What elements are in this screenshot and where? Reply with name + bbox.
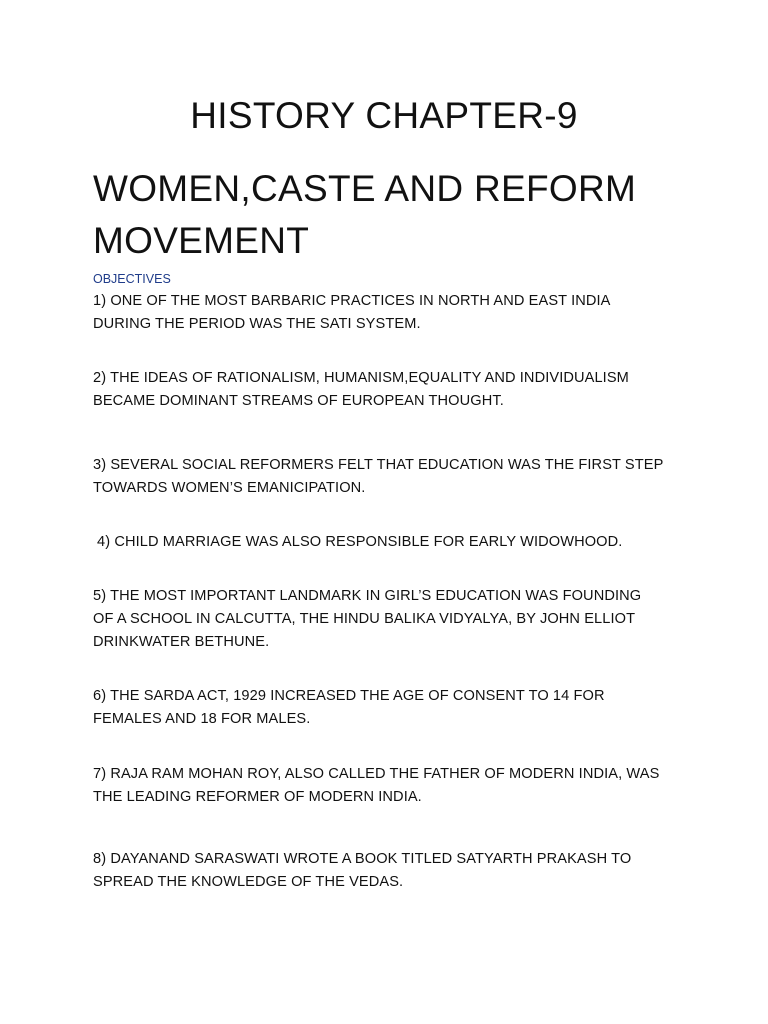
item-line: 7) RAJA RAM MOHAN ROY, ALSO CALLED THE FATHER OF MODERN INDIA, WAS <box>93 766 660 782</box>
objective-item <box>93 685 703 731</box>
item-line: 3) SEVERAL SOCIAL REFORMERS FELT THAT EDUCATION WAS THE FIRST STEP <box>93 457 664 473</box>
objective-item <box>93 367 703 413</box>
objective-item <box>93 290 703 336</box>
item-line: FEMALES AND 18 FOR MALES. <box>93 711 311 727</box>
item-line: 1) ONE OF THE MOST BARBARIC PRACTICES IN NORTH AND EAST INDIA <box>93 293 611 309</box>
item-line: TOWARDS WOMEN’S EMANICIPATION. <box>93 480 366 496</box>
item-line: DRINKWATER BETHUNE. <box>93 634 270 650</box>
item-line: 4) CHILD MARRIAGE WAS ALSO RESPONSIBLE FOR EARLY WIDOWHOOD. <box>97 534 623 550</box>
item-line: OF A SCHOOL IN CALCUTTA, THE HINDU BALIKA VIDYALYA, BY JOHN ELLIOT <box>93 611 636 627</box>
objective-item <box>93 454 703 500</box>
objective-item <box>93 585 703 654</box>
item-line: 6) THE SARDA ACT, 1929 INCREASED THE AGE OF CONSENT TO 14 FOR <box>93 688 605 704</box>
page-title: HISTORY CHAPTER-9 <box>190 95 578 136</box>
item-line: BECAME DOMINANT STREAMS OF EUROPEAN THOUGHT. <box>93 393 504 409</box>
objective-item <box>93 763 703 809</box>
item-line: 2) THE IDEAS OF RATIONALISM, HUMANISM,EQUALITY AND INDIVIDUALISM <box>93 370 629 386</box>
objective-item <box>97 531 707 554</box>
item-line: SPREAD THE KNOWLEDGE OF THE VEDAS. <box>93 874 404 890</box>
chapter-subtitle <box>93 163 733 267</box>
subtitle-line: MOVEMENT <box>93 220 310 261</box>
item-line: THE LEADING REFORMER OF MODERN INDIA. <box>93 789 422 805</box>
item-line: DURING THE PERIOD WAS THE SATI SYSTEM. <box>93 316 421 332</box>
item-line: 5) THE MOST IMPORTANT LANDMARK IN GIRL’S EDUCATION WAS FOUNDING <box>93 588 642 604</box>
objectives-label: OBJECTIVES <box>93 272 171 286</box>
objective-item <box>93 848 703 894</box>
item-line: 8) DAYANAND SARASWATI WROTE A BOOK TITLED SATYARTH PRAKASH TO <box>93 851 632 867</box>
subtitle-line: WOMEN,CASTE AND REFORM <box>93 168 637 209</box>
